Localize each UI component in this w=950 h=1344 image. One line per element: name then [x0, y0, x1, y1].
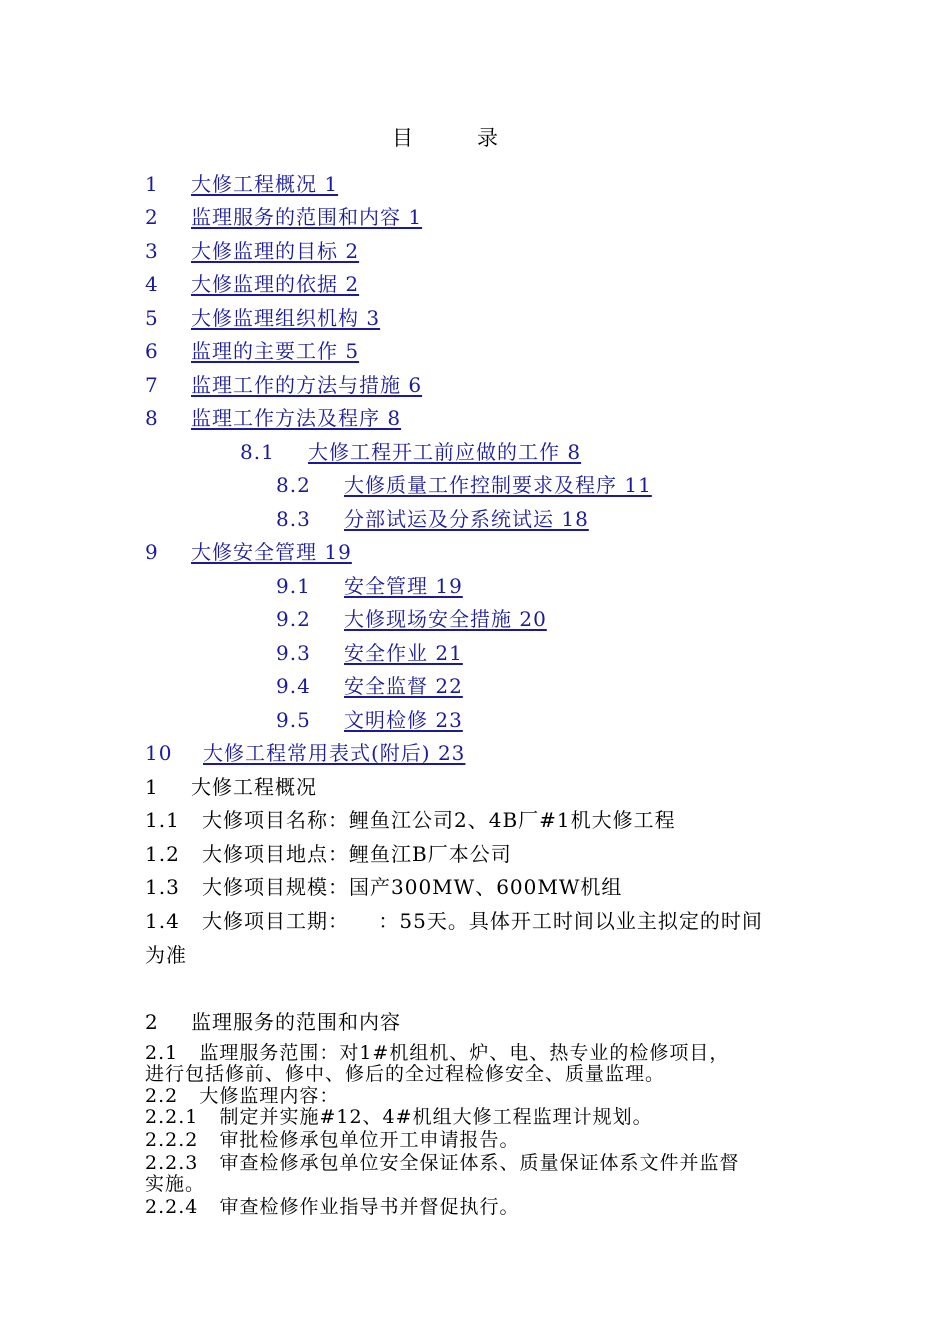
- toc-link[interactable]: 3 大修监理的目标 2: [145, 239, 360, 263]
- paragraph-2-2-1: 2.2.1 制定并实施#12、4#机组大修工程监理计规划。: [145, 1106, 653, 1128]
- section-1-heading: 1 大修工程概况: [145, 775, 317, 799]
- toc-link[interactable]: 7 监理工作的方法与措施 6: [145, 373, 423, 397]
- toc-link[interactable]: 4 大修监理的依据 2: [145, 272, 360, 296]
- paragraph-2-2-3-cont: 实施。: [145, 1173, 206, 1195]
- section-1-item: 1.4 大修项目工期： ：55天。具体开工时间以业主拟定的时间: [145, 909, 763, 933]
- toc-link[interactable]: 9.2 大修现场安全措施 20: [276, 607, 547, 631]
- paragraph-2-2: 2.2 大修监理内容：: [145, 1085, 340, 1107]
- toc-link[interactable]: 2 监理服务的范围和内容 1: [145, 205, 423, 229]
- toc-link[interactable]: 9 大修安全管理 19: [145, 540, 352, 564]
- section-1-item: 1.1 大修项目名称：鲤鱼江公司2、4B厂#1机大修工程: [145, 808, 676, 832]
- toc-link[interactable]: 10 大修工程常用表式(附后) 23: [145, 741, 466, 765]
- section-1-item: 1.2 大修项目地点：鲤鱼江B厂本公司: [145, 842, 512, 866]
- toc-link[interactable]: 5 大修监理组织机构 3: [145, 306, 381, 330]
- paragraph-2-2-2: 2.2.2 审批检修承包单位开工申请报告。: [145, 1129, 520, 1151]
- toc-title-right: 录: [477, 126, 498, 150]
- toc-link[interactable]: 9.4 安全监督 22: [276, 674, 463, 698]
- toc-link[interactable]: 1 大修工程概况 1: [145, 172, 339, 196]
- toc-title-left: 目: [392, 126, 413, 150]
- section-2-heading: 2 监理服务的范围和内容: [145, 1010, 401, 1034]
- toc-link[interactable]: 8.3 分部试运及分系统试运 18: [276, 507, 589, 531]
- paragraph-2-2-4: 2.2.4 审查检修作业指导书并督促执行。: [145, 1196, 520, 1218]
- toc-link[interactable]: 9.3 安全作业 21: [276, 641, 463, 665]
- toc-link[interactable]: 9.5 文明检修 23: [276, 708, 463, 732]
- paragraph-2-1-cont: 进行包括修前、修中、修后的全过程检修安全、质量监理。: [145, 1063, 666, 1085]
- section-1-item: 1.3 大修项目规模：国产300MW、600MW机组: [145, 875, 623, 899]
- toc-link[interactable]: 8.1 大修工程开工前应做的工作 8: [240, 440, 582, 464]
- toc-link[interactable]: 8.2 大修质量工作控制要求及程序 11: [276, 473, 652, 497]
- toc-link[interactable]: 9.1 安全管理 19: [276, 574, 463, 598]
- toc-link[interactable]: 8 监理工作方法及程序 8: [145, 406, 402, 430]
- toc-title: [0, 122, 890, 152]
- paragraph-2-1: 2.1 监理服务范围：对1#机组机、炉、电、热专业的检修项目，: [145, 1042, 730, 1064]
- paragraph-2-2-3: 2.2.3 审查检修承包单位安全保证体系、质量保证体系文件并监督: [145, 1152, 740, 1174]
- toc-link[interactable]: 6 监理的主要工作 5: [145, 339, 360, 363]
- section-1-item-continuation: 为准: [145, 943, 187, 967]
